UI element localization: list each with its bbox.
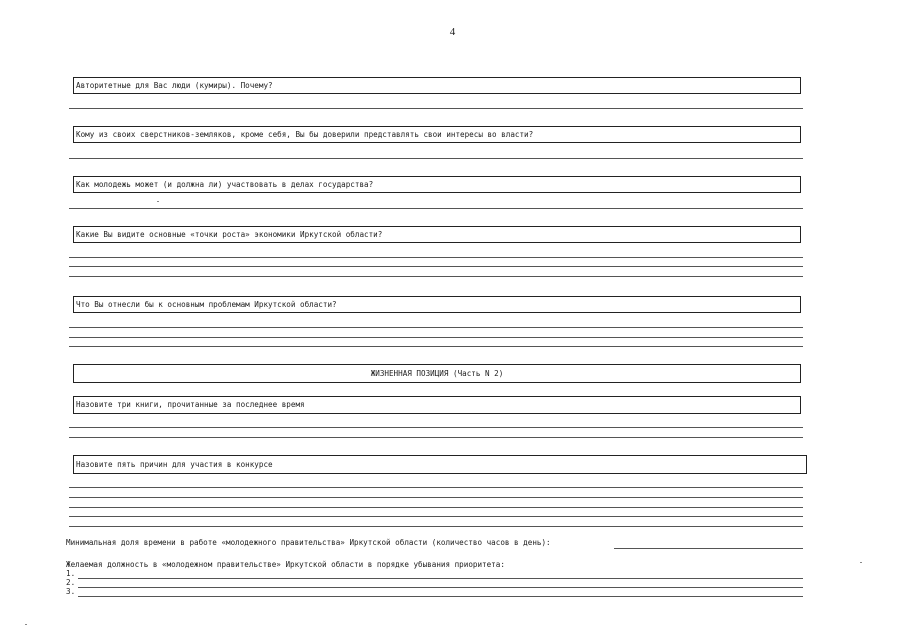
priority-item-number-2: 2. — [66, 578, 76, 587]
time-share-label: Минимальная доля времени в работе «молодежного правительства» Иркутской области (количество часов в день): — [66, 538, 551, 547]
section-question-box-2: Назовите пять причин для участия в конкурсе — [73, 455, 807, 474]
page-number: 4 — [449, 26, 456, 38]
answer-line[interactable] — [69, 516, 803, 517]
answer-line[interactable] — [69, 257, 803, 258]
priority-item-number-3: 3. — [66, 587, 76, 596]
answer-line[interactable] — [69, 208, 803, 209]
section-title: ЖИЗНЕННАЯ ПОЗИЦИЯ (Часть N 2) — [73, 364, 801, 383]
time-share-field[interactable] — [614, 548, 803, 549]
answer-line[interactable] — [69, 487, 803, 488]
answer-line[interactable] — [69, 507, 803, 508]
answer-line[interactable] — [69, 497, 803, 498]
answer-line[interactable] — [69, 108, 803, 109]
answer-line[interactable] — [69, 266, 803, 267]
answer-line[interactable] — [69, 427, 803, 428]
question-box-3: Как молодежь может (и должна ли) участвовать в делах государства? — [73, 176, 801, 193]
answer-line[interactable] — [69, 276, 803, 277]
priority-item-number-1: 1. — [66, 569, 76, 578]
answer-line[interactable] — [69, 327, 803, 328]
desired-position-label: Желаемая должность в «молодежном правительстве» Иркутской области в порядке убывания приоритета: — [66, 560, 505, 569]
scan-speck — [860, 562, 862, 563]
answer-line[interactable] — [69, 346, 803, 347]
priority-field-3[interactable] — [78, 596, 803, 597]
priority-field-1[interactable] — [78, 578, 803, 579]
question-box-1: Авторитетные для Вас люди (кумиры). Почему? — [73, 77, 801, 94]
scan-speck — [25, 624, 27, 625]
answer-line[interactable] — [69, 437, 803, 438]
answer-line[interactable] — [69, 158, 803, 159]
answer-line[interactable] — [69, 337, 803, 338]
answer-line[interactable] — [69, 526, 803, 527]
question-box-4: Какие Вы видите основные «точки роста» экономики Иркутской области? — [73, 226, 801, 243]
question-box-5: Что Вы отнесли бы к основным проблемам Иркутской области? — [73, 296, 801, 313]
section-question-box-1: Назовите три книги, прочитанные за последнее время — [73, 396, 801, 414]
scan-speck — [157, 201, 159, 202]
question-box-2: Кому из своих сверстников-земляков, кроме себя, Вы бы доверили представлять свои интересы во власти? — [73, 126, 801, 143]
priority-field-2[interactable] — [78, 587, 803, 588]
